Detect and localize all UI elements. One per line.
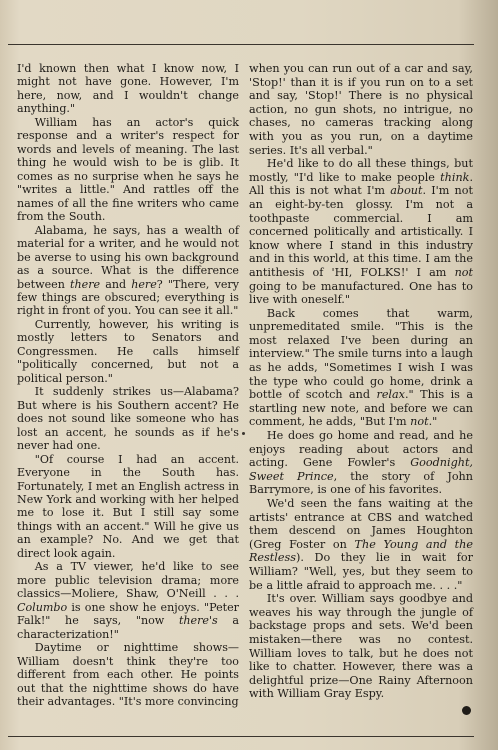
right-column: [249, 62, 473, 701]
paragraph: "Of course I had an accent. Everyone in the South has. Fortunately, I met an English actress in New York and working with her helped me to lose it. But I still say some things with an accent." Will he give us an example? No. And we get that direct look again.: [17, 452, 239, 560]
paragraph: Alabama, he says, has a wealth of material for a writer, and he would not be averse to using his own background as a source. What is the difference between there and here? "There, very few things are obscured; everything is right in front of you. You can see it all.": [17, 223, 239, 318]
paragraph: Currently, however, his writing is mostly letters to Senators and Congressmen. He calls himself "politically concerned, but not a political person.": [17, 317, 239, 385]
paragraph: William has an actor's quick response and a writer's respect for words and levels of meaning. The last thing he would wish to be is glib. It comes as no surprise when he says he "writes a little." And rattles off the names of all the fine writers who came from the South.: [17, 115, 239, 224]
paragraph: Daytime or nighttime shows—William doesn't think they're too different from each other. He points out that the nighttime shows do have their advantages. "It's more convincing: [17, 641, 239, 709]
margin-dot: [242, 432, 245, 435]
paragraph: We'd seen the fans waiting at the artists' entrance at CBS and watched them descend on James Houghton (Greg Foster on The Young and the Restless). Do they lie in wait for William? "Well, yes, but they seem to be a little afraid to approach me. . . .": [249, 497, 473, 592]
paragraph: It's over. William says goodbye and weaves his way through the jungle of backstage props and sets. We'd been mistaken—there was no contest. William loves to talk, but he does not like to chatter. However, there was a delightful prize—One Rainy Afternoon with William Gray Espy.: [249, 592, 473, 701]
end-of-article-mark: [462, 706, 471, 715]
paragraph: He does go home and read, and he enjoys reading about actors and acting. Gene Fowler's Goodnight, Sweet Prince, the story of John Barrymore, is one of his favorites.: [249, 429, 473, 497]
paragraph: when you can run out of a car and say, 'Stop!' than it is if you run on to a set and say, 'Stop!' There is no physical action, no gun shots, no intrigue, no chases, no cameras tracking along with you as you run, on a daytime series. It's all verbal.": [249, 62, 473, 157]
paragraph: It suddenly strikes us—Alabama? But where is his Southern accent? He does not sound like someone who has lost an accent, he sounds as if he's never had one.: [17, 385, 239, 453]
paragraph: As a TV viewer, he'd like to see more public television drama; more classics—Moliere, Shaw, O'Neill . . . Columbo is one show he enjoys. "Peter Falk!" he says, "now there's a characterization!": [17, 560, 240, 641]
top-rule: [8, 44, 474, 45]
paragraph: Back comes that warm, unpremeditated smile. "This is the most relaxed I've been during an interview." The smile turns into a laugh as he adds, "Sometimes I wish I was the type who could go home, drink a bottle of scotch and relax." This is a startling new note, and before we can comment, he adds, "But I'm not.": [249, 306, 473, 429]
bottom-rule: [8, 736, 474, 737]
paragraph: I'd known then what I know now, I might not have gone. However, I'm here, now, and I wouldn't change anything.": [17, 62, 239, 116]
left-column: [17, 62, 239, 709]
paragraph: He'd like to do all these things, but mostly, "I'd like to make people think. All this is not what I'm about. I'm not an eight-by-ten glossy. I'm not a toothpaste commercial. I am concerned politically and artistically. I know where I stand in this industry and in this world, at this time. I am the antithesis of 'HI, FOLKS!' I am not going to be manufactured. One has to live with oneself.": [249, 157, 473, 307]
